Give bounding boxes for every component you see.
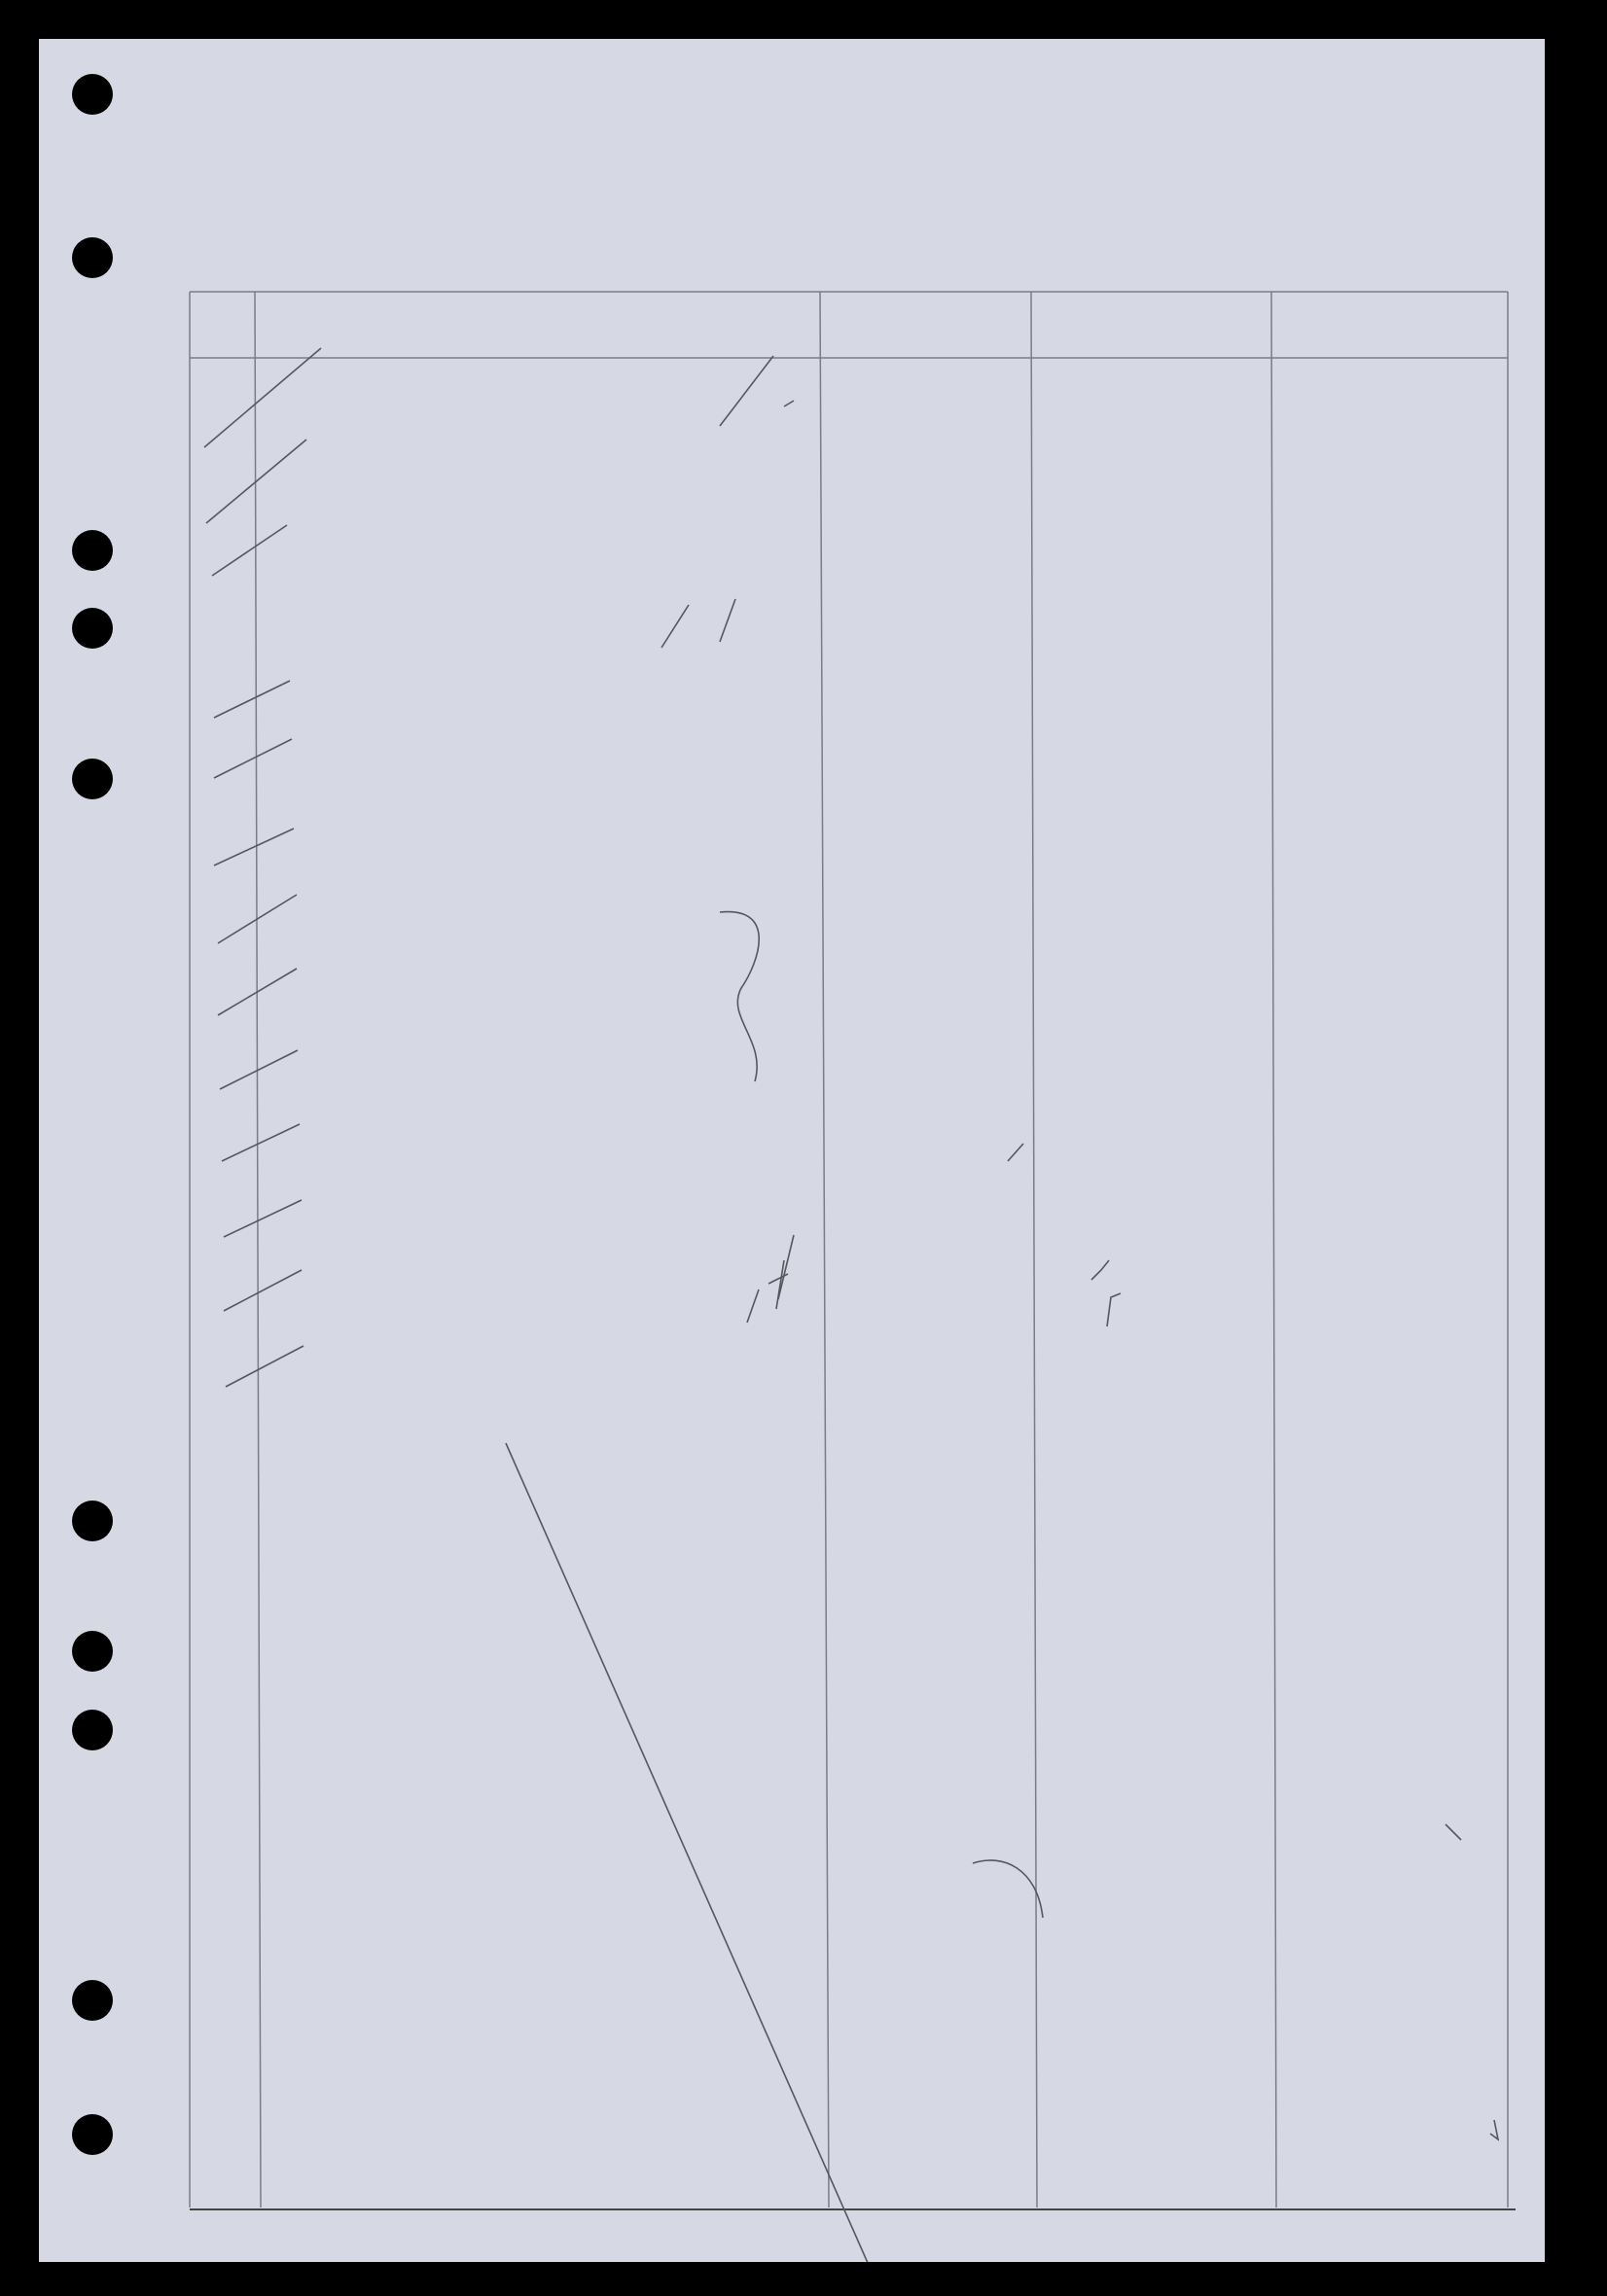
manifest-page [39, 39, 1545, 2262]
table-grid [39, 39, 1545, 2262]
